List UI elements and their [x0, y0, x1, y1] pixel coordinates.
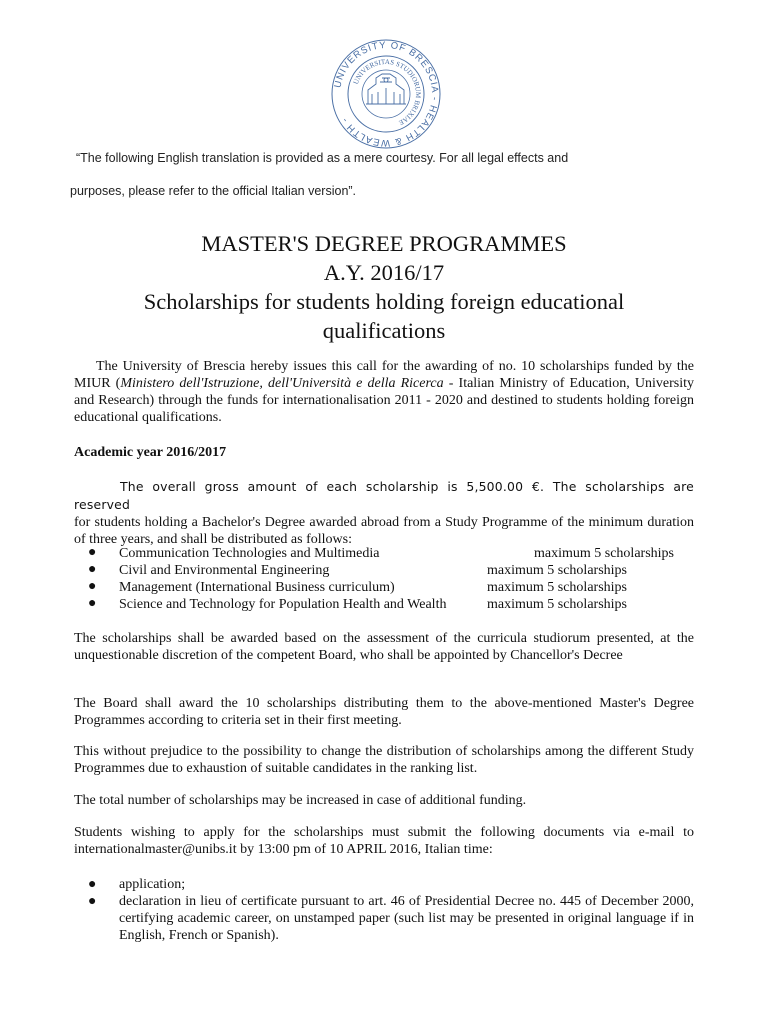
amount-sentence: The overall gross amount of each scholarship is 5,500.00 €. The scholarships are reserved [74, 479, 694, 512]
svg-text:UNIVERSITY OF BRESCIA - HEALTH: UNIVERSITY OF BRESCIA - HEALTH & WEALTH - [332, 39, 441, 149]
programme-name: Civil and Environmental Engineering [119, 563, 330, 578]
list-item [74, 893, 694, 944]
disclaimer-line-1: “The following English translation is provided as a mere courtesy. For all legal effects and [76, 151, 569, 165]
title-line-3: Scholarships for students holding foreign educational [143, 289, 625, 314]
programme-quota: maximum 5 scholarships [487, 597, 627, 612]
bullet-icon: ● [88, 894, 97, 909]
title-line-4: qualifications [322, 318, 446, 343]
board-paragraph: The Board shall award the 10 scholarships distributing them to the above-mentioned Master's Degree Programmes according to criteria set in their first meeting. [74, 696, 694, 728]
documents-list [74, 876, 694, 944]
apply-paragraph: Students wishing to apply for the scholarships must submit the following documents via e-mail to internationalmaster@unibs.it by 13:00 pm of 10 APRIL 2016, Italian time: [74, 825, 694, 857]
intro-italic: Ministero dell'Istruzione, dell'Università e della Ricerca [120, 376, 444, 391]
bullet-icon: ● [88, 579, 97, 594]
programme-list [74, 545, 694, 613]
bullet-icon: ● [88, 545, 97, 560]
document-item: declaration in lieu of certificate pursuant to art. 46 of Presidential Decree no. 445 of December 2000, certifying academic career, on unstamped paper (such list may be presented in original language if in English, French or Spanish). [119, 894, 694, 943]
list-item [74, 545, 694, 562]
programme-name: Communication Technologies and Multimedia [119, 546, 380, 561]
list-item [74, 579, 694, 596]
list-item [74, 876, 694, 893]
programme-quota: maximum 5 scholarships [487, 580, 627, 595]
document-item: application; [119, 877, 186, 892]
intro-paragraph [74, 358, 694, 426]
list-item [74, 562, 694, 579]
title-line-1: MASTER'S DEGREE PROGRAMMES [201, 231, 567, 256]
amount-rest: for students holding a Bachelor's Degree awarded abroad from a Study Programme of the minimum duration of three years, and shall be distributed as follows: [74, 515, 694, 547]
list-item [74, 596, 694, 613]
university-seal-logo [330, 38, 442, 150]
bullet-icon: ● [88, 562, 97, 577]
programme-name: Science and Technology for Population Health and Wealth [119, 597, 447, 612]
document-title [74, 229, 694, 345]
bullet-icon: ● [88, 596, 97, 611]
funding-paragraph: The total number of scholarships may be increased in case of additional funding. [74, 793, 527, 808]
assessment-paragraph: The scholarships shall be awarded based on the assessment of the curricula studiorum presented, at the unquestionable discretion of the competent Board, who shall be appointed by Chancellor's Decree [74, 631, 694, 663]
programme-quota: maximum 5 scholarships [534, 546, 674, 561]
amount-paragraph [74, 478, 694, 548]
svg-text:UNIVERSITAS STUDIORUM BRIXIAE: UNIVERSITAS STUDIORUM BRIXIAE [351, 57, 423, 127]
intro-text-2: - Italian Ministry of Education, University and Research) through the funds for internationalisation 2011 - 2020 and destined to students holding foreign educational qualifications. [74, 376, 694, 425]
programme-name: Management (International Business curriculum) [119, 580, 395, 595]
disclaimer-line-2: purposes, please refer to the official Italian version”. [70, 184, 357, 198]
intro-text-1: The University of Brescia hereby issues this call for the awarding of no. 10 scholarships funded by the MIUR ( [74, 359, 694, 391]
title-line-2: A.Y. 2016/17 [323, 260, 445, 285]
bullet-icon: ● [88, 877, 97, 892]
prejudice-paragraph: This without prejudice to the possibility to change the distribution of scholarships among the different Study Programmes due to exhaustion of suitable candidates in the ranking list. [74, 744, 694, 776]
academic-year-heading: Academic year 2016/2017 [74, 445, 227, 460]
programme-quota: maximum 5 scholarships [487, 563, 627, 578]
